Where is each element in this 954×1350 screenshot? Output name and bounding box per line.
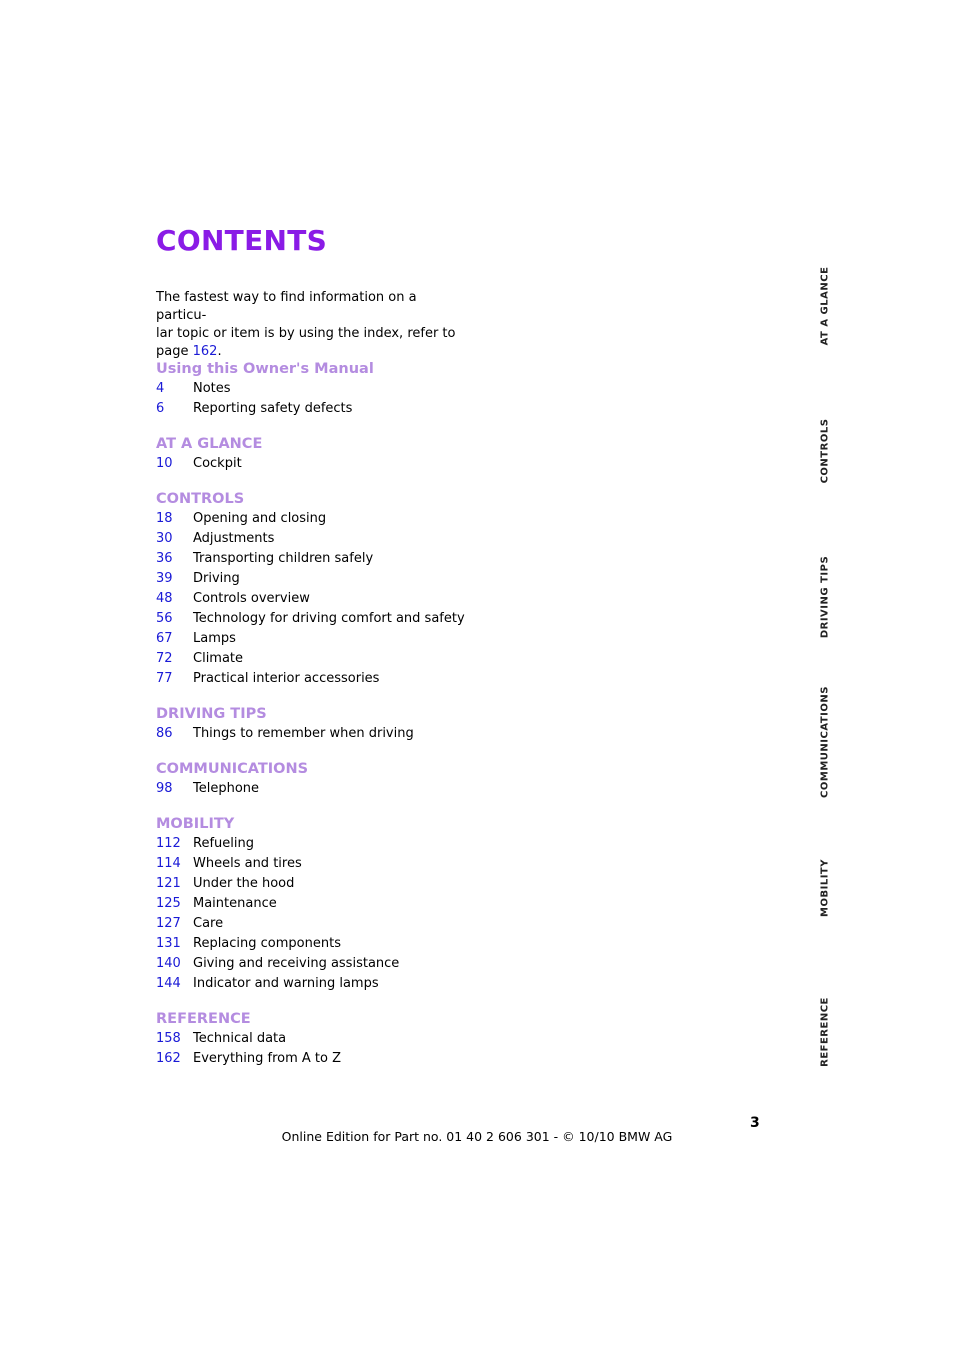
entry-page-link[interactable]: 121	[156, 876, 181, 891]
side-tab-label: COMMUNICATIONS	[819, 686, 831, 798]
entry-label: Reporting safety defects	[193, 401, 353, 416]
toc-entry[interactable]	[156, 974, 576, 994]
side-tab-label: AT A GLANCE	[819, 266, 831, 346]
toc-entry[interactable]	[156, 629, 576, 649]
entry-page-link[interactable]: 18	[156, 511, 173, 526]
toc-entry[interactable]	[156, 529, 576, 549]
entry-label: Technical data	[193, 1031, 287, 1046]
toc-entry[interactable]	[156, 509, 576, 529]
toc-entry[interactable]	[156, 914, 576, 934]
entry-label: Care	[193, 916, 224, 931]
entry-label: Everything from A to Z	[193, 1051, 342, 1066]
toc-entry[interactable]	[156, 854, 576, 874]
section-mobility	[156, 814, 576, 994]
side-tab-label: DRIVING TIPS	[819, 555, 831, 639]
toc-entry[interactable]	[156, 874, 576, 894]
section-title: AT A GLANCE	[156, 436, 263, 452]
entry-label: Maintenance	[193, 896, 277, 911]
page-title: CONTENTS	[156, 224, 328, 257]
toc-entry[interactable]	[156, 1049, 576, 1069]
intro-line-3-suffix: .	[217, 344, 222, 359]
footer-edition-note: Online Edition for Part no. 01 40 2 606 301 - © 10/10 BMW AG	[281, 1129, 673, 1144]
intro-line-1: The fastest way to find information on a particu-	[156, 290, 417, 323]
entry-page-link[interactable]: 112	[156, 836, 181, 851]
entry-label: Technology for driving comfort and safety	[193, 611, 465, 626]
toc-entry[interactable]	[156, 649, 576, 669]
entry-label: Opening and closing	[193, 511, 327, 526]
toc-entry[interactable]	[156, 569, 576, 589]
section-owners-manual	[156, 359, 576, 419]
entry-label: Driving	[193, 571, 240, 586]
entry-label: Wheels and tires	[193, 856, 302, 871]
entry-page-link[interactable]: 10	[156, 456, 173, 471]
toc-entry[interactable]	[156, 609, 576, 629]
entry-page-link[interactable]: 4	[156, 381, 165, 396]
entry-label: Climate	[193, 651, 244, 666]
entry-label: Telephone	[193, 781, 260, 796]
entry-page-link[interactable]: 127	[156, 916, 181, 931]
entry-label: Indicator and warning lamps	[193, 976, 379, 991]
entry-page-link[interactable]: 158	[156, 1031, 181, 1046]
section-title: DRIVING TIPS	[156, 706, 267, 722]
entry-page-link[interactable]: 30	[156, 531, 173, 546]
toc-entry[interactable]	[156, 399, 576, 419]
entry-label: Replacing components	[193, 936, 341, 951]
entry-label: Refueling	[193, 836, 254, 851]
toc-entry[interactable]	[156, 934, 576, 954]
side-tab-label: CONTROLS	[819, 418, 831, 484]
contents-list	[156, 359, 576, 1084]
section-driving-tips	[156, 704, 576, 744]
section-title: MOBILITY	[156, 816, 235, 832]
toc-entry[interactable]	[156, 549, 576, 569]
toc-entry[interactable]	[156, 894, 576, 914]
section-reference	[156, 1009, 576, 1069]
entry-page-link[interactable]: 144	[156, 976, 181, 991]
toc-entry[interactable]	[156, 1029, 576, 1049]
section-title: COMMUNICATIONS	[156, 761, 309, 777]
entry-label: Notes	[193, 381, 231, 396]
section-title: Using this Owner's Manual	[156, 361, 374, 377]
intro-paragraph	[156, 289, 456, 361]
section-communications	[156, 759, 576, 799]
page-number: 3	[750, 1115, 760, 1131]
entry-label: Controls overview	[193, 591, 310, 606]
entry-label: Lamps	[193, 631, 236, 646]
entry-label: Under the hood	[193, 876, 295, 891]
entry-label: Things to remember when driving	[193, 726, 414, 741]
intro-line-2: lar topic or item is by using the index, refer to	[156, 326, 456, 341]
entry-page-link[interactable]: 140	[156, 956, 181, 971]
side-tab-label: REFERENCE	[819, 997, 831, 1067]
toc-entry[interactable]	[156, 779, 576, 799]
entry-label: Adjustments	[193, 531, 275, 546]
entry-label: Giving and receiving assistance	[193, 956, 400, 971]
toc-entry[interactable]	[156, 834, 576, 854]
toc-entry[interactable]	[156, 954, 576, 974]
entry-label: Cockpit	[193, 456, 242, 471]
entry-page-link[interactable]: 131	[156, 936, 181, 951]
section-controls	[156, 489, 576, 689]
section-title: REFERENCE	[156, 1011, 251, 1027]
entry-page-link[interactable]: 36	[156, 551, 173, 566]
entry-page-link[interactable]: 98	[156, 781, 173, 796]
entry-page-link[interactable]: 48	[156, 591, 173, 606]
toc-entry[interactable]	[156, 379, 576, 399]
toc-entry[interactable]	[156, 669, 576, 689]
entry-page-link[interactable]: 67	[156, 631, 173, 646]
toc-entry[interactable]	[156, 724, 576, 744]
entry-page-link[interactable]: 125	[156, 896, 181, 911]
index-page-link[interactable]: 162	[192, 344, 218, 359]
entry-page-link[interactable]: 77	[156, 671, 173, 686]
entry-page-link[interactable]: 72	[156, 651, 173, 666]
side-tab-label: MOBILITY	[819, 859, 831, 917]
entry-label: Transporting children safely	[193, 551, 374, 566]
toc-entry[interactable]	[156, 589, 576, 609]
entry-page-link[interactable]: 6	[156, 401, 165, 416]
entry-page-link[interactable]: 86	[156, 726, 173, 741]
entry-page-link[interactable]: 162	[156, 1051, 181, 1066]
entry-label: Practical interior accessories	[193, 671, 380, 686]
section-title: CONTROLS	[156, 491, 245, 507]
intro-line-3-prefix: page	[156, 344, 193, 359]
entry-page-link[interactable]: 56	[156, 611, 173, 626]
entry-page-link[interactable]: 114	[156, 856, 181, 871]
entry-page-link[interactable]: 39	[156, 571, 173, 586]
section-at-a-glance	[156, 434, 576, 474]
toc-entry[interactable]	[156, 454, 576, 474]
